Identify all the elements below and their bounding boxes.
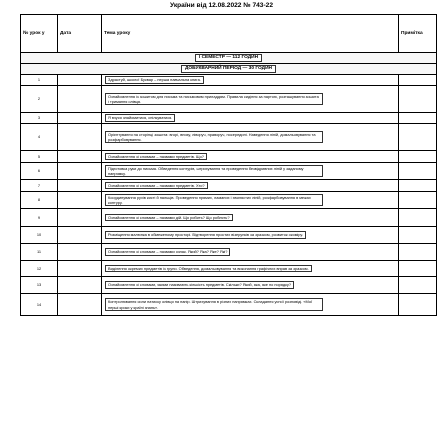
lesson-number: 8 [37,197,41,203]
lesson-topic: Ознайомлення зі словами – назвами ознак. Який? Яка? Яке? Які? [105,248,230,255]
table-row [21,261,437,277]
lesson-note-cell [399,192,437,209]
lesson-note-cell [399,124,437,151]
table-row [21,151,437,163]
lesson-date-cell [58,151,102,163]
lesson-topic-cell [102,75,399,86]
lesson-number-cell [21,180,58,192]
lesson-topic-cell [102,192,399,209]
column-header-date: Дата [58,15,102,53]
lesson-number-cell [21,151,58,163]
table-row [21,75,437,86]
lesson-number-cell [21,113,58,124]
lesson-number: 10 [36,232,42,238]
lesson-topic-cell [102,227,399,244]
table-header-row [21,15,437,53]
lesson-topic-cell [102,209,399,227]
lesson-note-cell [399,180,437,192]
semester-row [21,53,437,64]
semester-title: І СЕМЕСТР — 112 ГОДИН [195,54,262,61]
table-row [21,86,437,113]
lesson-topic-cell [102,180,399,192]
lesson-number-cell [21,163,58,180]
lesson-topic: Ознайомлення зі словами – назвами предметів. Що? [105,153,207,160]
lesson-topic-cell [102,244,399,261]
table-row [21,277,437,294]
lesson-topic-cell [102,277,399,294]
lesson-date-cell [58,124,102,151]
lesson-date-cell [58,227,102,244]
lesson-number: 3 [37,115,41,121]
lesson-topic-cell [102,163,399,180]
lesson-note-cell [399,244,437,261]
lesson-number: 2 [37,96,41,102]
lesson-number-cell [21,227,58,244]
lesson-date-cell [58,192,102,209]
lesson-date-cell [58,113,102,124]
lesson-topic: Виділення окремих предметів із групи. Обведення, домальовування та виконання графічних вправ за зразком. [105,265,312,272]
lesson-number-cell [21,75,58,86]
lesson-number-cell [21,192,58,209]
lesson-topic: Ознайомлення із зошитом для письма та письмовим приладдям. Правила сидіння за партою, розташування зошита і тримання олівця. [105,93,323,105]
lesson-note-cell [399,163,437,180]
lesson-date-cell [58,180,102,192]
column-header-note: Примітка [399,15,437,53]
lesson-note-cell [399,209,437,227]
lesson-topic-cell [102,151,399,163]
lesson-note-cell [399,227,437,244]
period-title: ДОБУКВАРНИЙ ПЕРІОД — 30 ГОДИН [181,65,276,72]
lesson-date-cell [58,294,102,316]
lesson-topic: Координування рухів кисті й пальців. Проведення прямих, ламаних і хвилястих ліній, розфарбовування в межах контуру. [105,194,323,206]
lesson-number-cell [21,294,58,316]
lesson-note-cell [399,75,437,86]
table-row [21,209,437,227]
lesson-number-cell [21,124,58,151]
table-row [21,180,437,192]
lesson-number: 1 [37,77,41,83]
lesson-topic: Ознайомлення зі словами – назвами предметів. Хто? [105,182,208,189]
lesson-topic: Розміщення малюнка в обмеженому просторі. Відтворення простих візерунків за зразком, розвиток окоміру. [105,231,306,238]
column-header-number: № урок у [21,15,58,53]
lesson-topic-cell [102,124,399,151]
lesson-note-cell [399,277,437,294]
lesson-number: 7 [37,182,41,188]
lesson-number: 4 [37,134,41,140]
lesson-topic: Контролювання сили натиску олівця на папір. Штрихування в різних напрямках. Складання усної розповіді. «Мої перші кроки у країні знань». [105,298,323,310]
lesson-number: 6 [37,168,41,174]
lesson-number-cell [21,209,58,227]
document-header: України від 12.08.2022 № 743-22 [169,2,274,9]
lesson-date-cell [58,86,102,113]
lesson-topic: Підготовка руки до письма. Обведення контурів, штрихування та проведення безвідривних ліній у заданому напрямку. [105,165,323,177]
lesson-topic: Здрастуй, школо! Буквар – перша навчальна книга. [105,76,204,83]
lesson-date-cell [58,209,102,227]
table-row [21,227,437,244]
lesson-note-cell [399,86,437,113]
column-header-topic: Тема уроку [102,15,399,53]
lesson-topic: Я вчуся знайомитися, спілкуватися. [105,114,175,121]
lesson-number: 5 [37,153,41,159]
table-row [21,244,437,261]
table-row [21,113,437,124]
lesson-note-cell [399,261,437,277]
lesson-number: 13 [36,282,42,288]
lesson-number-cell [21,261,58,277]
lesson-date-cell [58,261,102,277]
lesson-number: 11 [36,249,42,255]
table-row [21,124,437,151]
lesson-number-cell [21,86,58,113]
lesson-date-cell [58,75,102,86]
table-row [21,294,437,316]
lesson-number: 12 [36,265,42,271]
lesson-number: 9 [37,214,41,220]
lesson-note-cell [399,294,437,316]
lesson-note-cell [399,113,437,124]
lesson-topic-cell [102,86,399,113]
lesson-topic: Ознайомлення зі словами, якими називають кількість предметів. Скільки? Який, яка, яке по порядку? [105,281,294,288]
period-row [21,64,437,75]
lesson-topic-cell [102,294,399,316]
lesson-number: 14 [36,301,42,307]
lesson-number-cell [21,244,58,261]
lesson-date-cell [58,277,102,294]
lesson-topic-cell [102,113,399,124]
lesson-date-cell [58,244,102,261]
table-row [21,192,437,209]
lesson-plan-table [20,14,437,316]
lesson-topic: Ознайомлення зі словами – назвами дій. Що робить? Що роблять? [105,214,233,221]
lesson-topic: Орієнтування на сторінці зошита: вгорі, внизу, ліворуч, праворуч, посередині. Наведення ліній, домальовування та розфарбовування. [105,131,323,143]
lesson-topic-cell [102,261,399,277]
lesson-date-cell [58,163,102,180]
table-row [21,163,437,180]
lesson-note-cell [399,151,437,163]
lesson-number-cell [21,277,58,294]
